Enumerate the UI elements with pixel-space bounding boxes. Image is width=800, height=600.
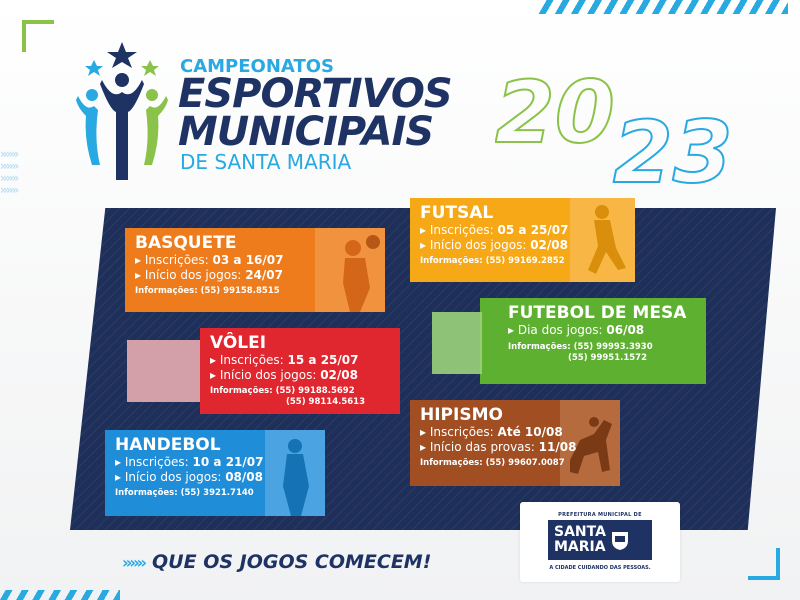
prefeitura-slogan: A CIDADE CUIDANDO DAS PESSOAS. (549, 565, 651, 571)
card-inscricoes: ▸ Inscrições: 15 a 25/07 (210, 353, 359, 367)
stripes-top-right (538, 0, 788, 14)
card-futsal (410, 198, 635, 282)
card-inicio: ▸ Início dos jogos: 02/08 (420, 238, 568, 252)
card-title: FUTEBOL DE MESA (508, 303, 687, 323)
card-info: Informações: (55) 3921.7140 (115, 488, 254, 498)
card-inscricoes: ▸ Inscrições: Até 10/08 (420, 425, 563, 439)
card-title: FUTSAL (420, 203, 494, 223)
table-football-photo (432, 312, 482, 374)
stripes-bottom-left (0, 590, 120, 600)
year-part-20: 20 (495, 63, 615, 163)
volleyball-photo (127, 340, 200, 402)
card-info: Informações: (55) 99169.2852 (420, 256, 565, 266)
card-futebol-de-mesa (480, 298, 706, 384)
corner-bracket-bottom-right (748, 548, 780, 580)
title-campeonatos: CAMPEONATOS (180, 56, 334, 77)
card-inscricoes: ▸ Inscrições: 10 a 21/07 (115, 455, 264, 469)
slogan-text: QUE OS JOGOS COMECEM! (152, 551, 432, 573)
year-part-23: 23 (613, 103, 733, 190)
athletes-logo-icon (72, 40, 172, 190)
prefeitura-logo (520, 502, 680, 582)
card-dia: ▸ Dia dos jogos: 06/08 (508, 323, 645, 337)
card-info-2: (55) 98114.5613 (286, 397, 366, 407)
title-de-santa-maria: DE SANTA MARIA (180, 150, 352, 174)
card-inscricoes: ▸ Inscrições: 05 a 25/07 (420, 223, 569, 237)
year-2023 (495, 60, 795, 190)
card-info: Informações: (55) 99607.0087 (420, 458, 565, 468)
card-info: Informações: (55) 99188.5692 (210, 386, 355, 396)
card-info: Informações: (55) 99993.3930 (508, 342, 653, 352)
card-title: BASQUETE (135, 233, 237, 253)
prefeitura-name-box (548, 520, 652, 560)
chevron-right-icon: »»» (122, 552, 145, 572)
card-hipismo (410, 400, 620, 486)
card-title: HANDEBOL (115, 435, 221, 455)
prefeitura-name-2: MARIA (554, 539, 606, 555)
card-title: HIPISMO (420, 405, 503, 425)
card-inicio: ▸ Início das provas: 11/08 (420, 440, 577, 454)
prefeitura-name-1: SANTA (554, 524, 606, 540)
prefeitura-label: PREFEITURA MUNICIPAL DE (558, 512, 642, 518)
corner-bracket-top-left (22, 20, 54, 52)
card-inicio: ▸ Início dos jogos: 02/08 (210, 368, 358, 382)
card-volei (200, 328, 400, 414)
card-inicio: ▸ Início dos jogos: 24/07 (135, 268, 283, 282)
card-info: Informações: (55) 99158.8515 (135, 286, 280, 296)
card-basquete (125, 228, 385, 312)
card-inicio: ▸ Início dos jogos: 08/08 (115, 470, 263, 484)
chevrons-left-decoration: »»» »»» »»» »»» (0, 147, 18, 197)
card-title: VÔLEI (210, 333, 267, 353)
title-esportivos: ESPORTIVOS (178, 71, 452, 117)
title-municipais: MUNICIPAIS (178, 109, 434, 155)
card-info-2: (55) 99951.1572 (568, 353, 648, 363)
card-inscricoes: ▸ Inscrições: 03 a 16/07 (135, 253, 284, 267)
card-handebol (105, 430, 325, 516)
slogan (122, 551, 431, 573)
city-crest-icon (610, 529, 630, 551)
